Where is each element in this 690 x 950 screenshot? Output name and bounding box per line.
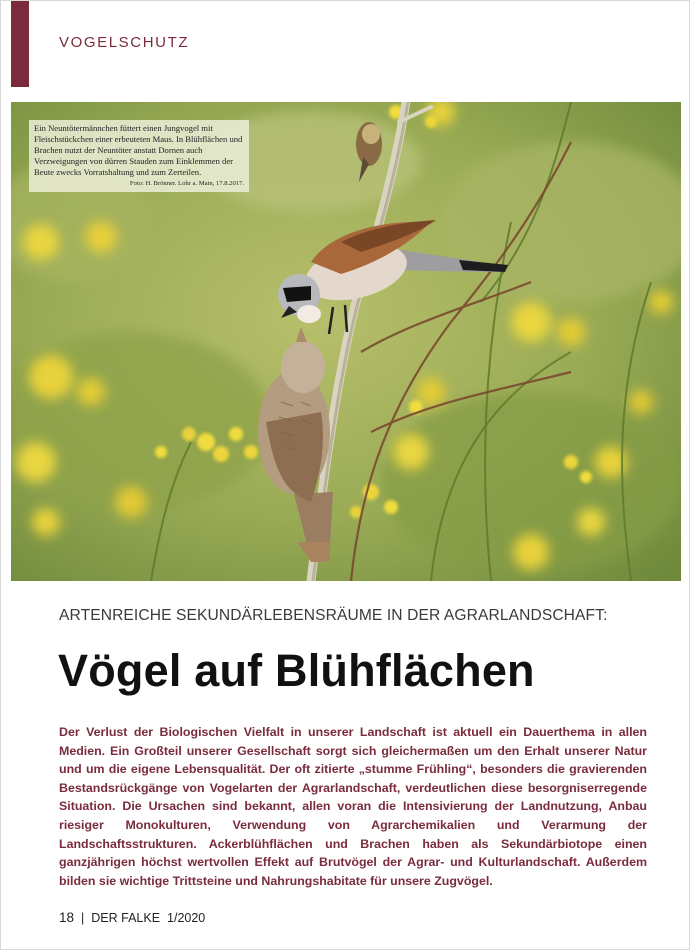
- page-footer: [59, 910, 205, 925]
- photo-caption: [29, 120, 249, 192]
- bird-photo: [11, 102, 681, 581]
- section-label: VOGELSCHUTZ: [59, 34, 190, 51]
- page-number: 18: [59, 910, 75, 925]
- photo-credit: Foto: H. Brönner. Lohr a. Main, 17.8.2017.: [129, 180, 244, 187]
- magazine-name: DER FALKE: [91, 911, 161, 925]
- article-lead: Der Verlust der Biologischen Vielfalt in unserer Landschaft ist aktuell ein Dauerthema in allen Medien. Ein Großteil unserer Gesellschaft sorgt sich gleichermaßen um den Erhalt unserer Natur und um die eigene Lebensqualität. Der oft zitierte „stumme Frühling“, besonders die gravierenden Bestandsrückgänge von Vogelarten der Agrarlandschaft, verdeutlichen diese besorgniserregende Situation. Die Ursachen sind bekannt, allen voran die Intensivierung der Landnutzung, Anbau riesiger Monokulturen, Verwendung von Agrarchemikalien und Verarmung der Landschaftsstrukturen. Ackerblühflächen und Brachen haben als Sekundärbiotope einen ganzjährigen höchst wertvollen Effekt auf Brutvögel der Agrar- und Kulturlandschaft. Außerdem bilden sie wichtige Trittsteine und Nahrungshabitate für unsere Zugvögel.: [59, 725, 647, 888]
- caption-text: Ein Neuntötermännchen füttert einen Jungvogel mit Fleischstückchen einer erbeuteten Maus. In Blühflächen und Brachen nutzt der Neuntöter anstatt Dornen auch Verzweigungen von dürren Stauden zum Einklemmen der Beute zwecks Vorratshaltung und zum Zerteilen.: [34, 123, 243, 177]
- footer-separator: |: [81, 911, 85, 925]
- section-color-tab: [11, 1, 29, 87]
- issue-number: 1/2020: [167, 911, 206, 925]
- article-kicker: ARTENREICHE SEKUNDÄRLEBENSRÄUME IN DER AGRARLANDSCHAFT:: [59, 607, 608, 624]
- article-title: Vögel auf Blühflächen: [58, 645, 535, 696]
